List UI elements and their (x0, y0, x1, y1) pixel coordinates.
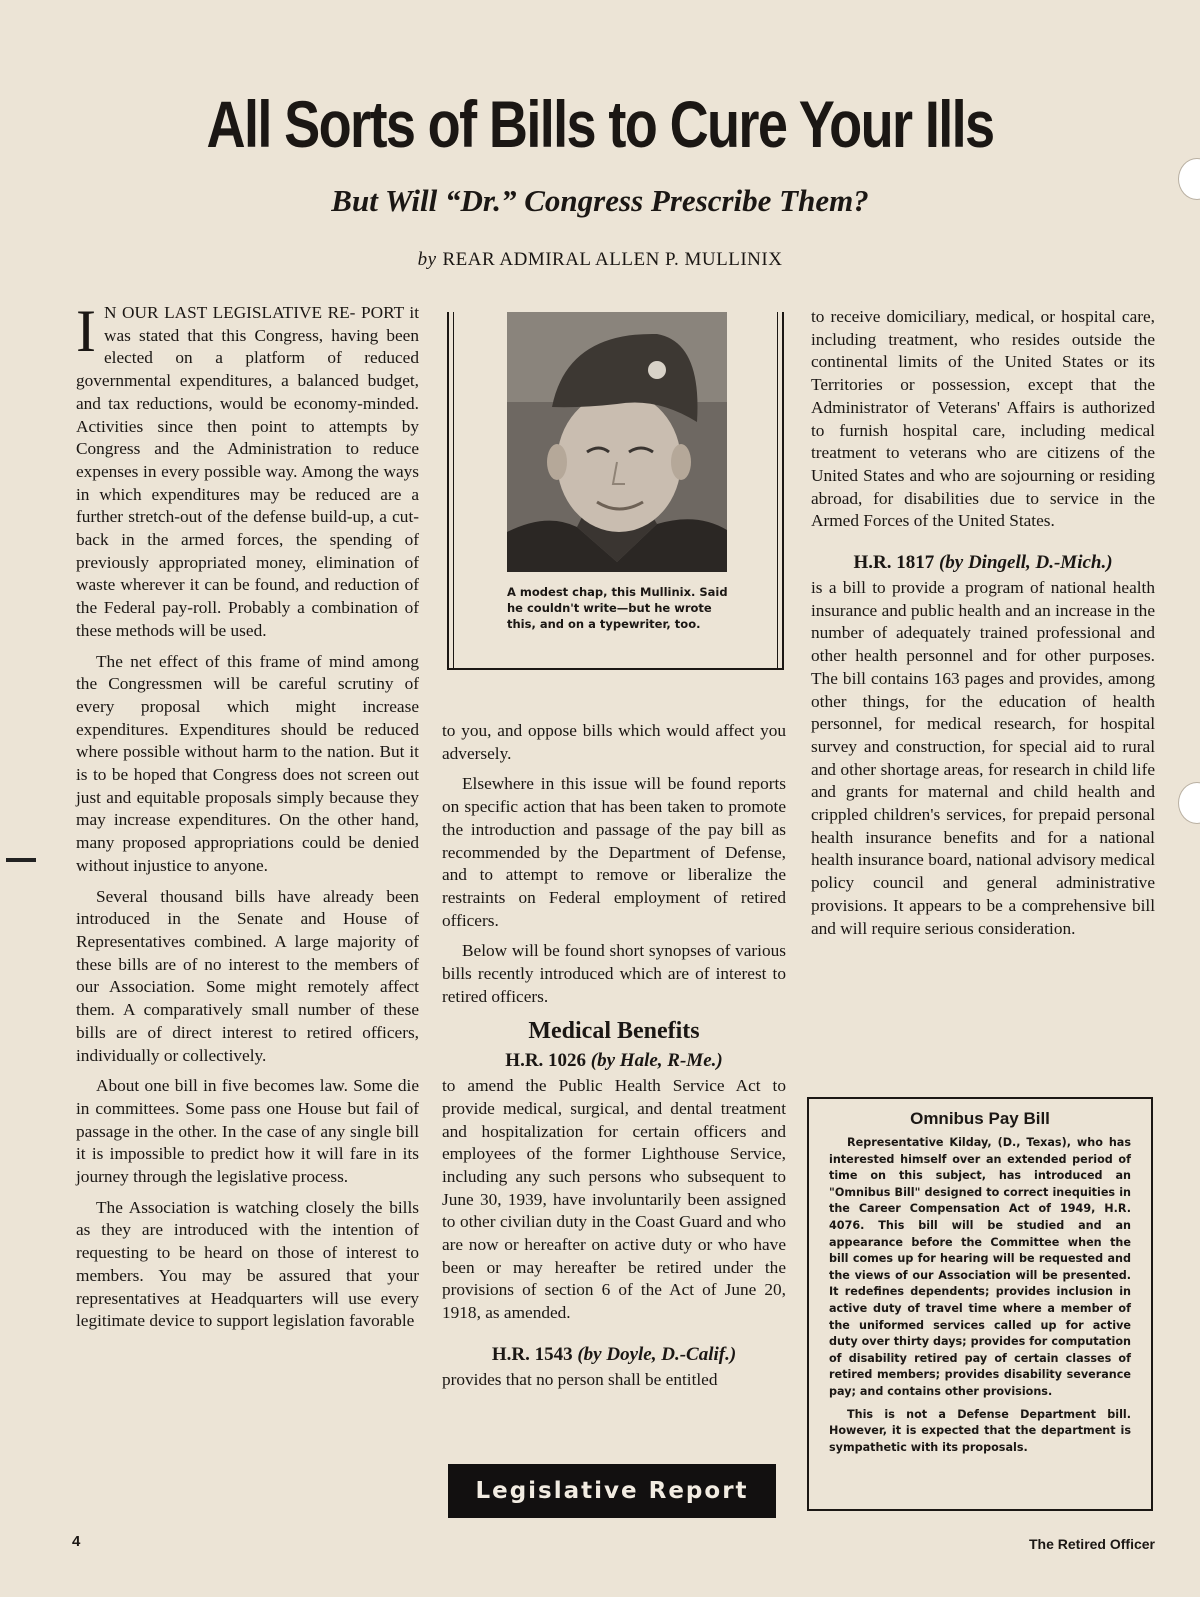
publication-name: The Retired Officer (1028, 1536, 1155, 1552)
paragraph: Elsewhere in this issue will be found reports on specific action that has been taken to promote the introduction and passage of the pay bill as recommended by the Department of Defense, and to attempt to remove or liberalize the restraints on Federal employment of retired officers. (442, 774, 786, 930)
bill-description: is a bill to provide a program of national health insurance and public health and an increase in the number of adequately trained professional and other health personnel and for other purposes. The bill contains 163 pages and provides, among other things, for the education of health personnel, for medical research, for hospital survey and construction, for special aid to rural and other shortage areas, for research in child life and grants for maternal and child health and crippled children's services, for prepaid personal health insurance benefits and for a national health insurance board, national advisory medical policy council and general administrative provisions. It appears to be a comprehensive bill and will require serious consideration. (811, 578, 1155, 938)
bill-sponsor: (by Dingell, D.-Mich.) (938, 552, 1113, 574)
article-title: All Sorts of Bills to Cure Your Ills (206, 87, 994, 161)
paragraph: Below will be found short synopses of various bills recently introduced which are of interest to retired officers. (442, 941, 786, 1006)
paragraph: to receive domiciliary, medical, or hospital care, including treatment, who resides outside the continental limits of the United States or its Territories or possession, except that the Administrator of Veterans' Affairs is authorized to furnish hospital care, including medical treatment to veterans who are citizens of the United States and who are sojourning or residing abroad, for disabilities due to service in the Armed Forces of the United States. (811, 307, 1155, 531)
sidebar-paragraph: This is not a Defense Department bill. However, it is expected that the department is sympathetic with its proposals. (829, 1407, 1131, 1454)
article-subtitle: But Will “Dr.” Congress Prescribe Them? (331, 183, 869, 218)
paragraph: About one bill in five becomes law. Some die in committees. Some pass one House but fail of passage in the other. In the case of any single bill it is impossible to predict how it will fare in its journey through the legislative process. (76, 1076, 419, 1187)
sidebar-paragraph: Representative Kilday, (D., Texas), who has interested himself over an extended period of time on this subject, has introduced an "Omnibus Bill" designed to correct inequities in the Career Compensation Act of 1949, H.R. 4076. This bill will be studied and an appearance before the Committee when the bill comes up for hearing will be requested and the views of our Association will be presented. It redefines dependents; provides inclusion in active duty of travel time where a member of the uniformed services called up for active duty over thirty days; provides for computation of disability retired pay of certain classes of retired members; provides disability severance pay; and contains other provisions. (829, 1136, 1131, 1398)
paragraph-intro (76, 298, 419, 643)
legislative-report-banner: Legislative Report (448, 1464, 776, 1518)
bill-description: to amend the Public Health Service Act to provide medical, surgical, and dental treatment and hospitalization for certain officers and employees of the former Lighthouse Service, including any such persons who subsequent to June 30, 1939, have involuntarily been assigned to other civilian duty in the Coast Guard and who are now or hereafter on active duty or who have been or may hereafter be retired under the provisions of section 6 of the Act of June 20, 1918, as amended. (442, 1076, 786, 1323)
column-right (811, 306, 1155, 948)
byline (0, 249, 1200, 271)
bill-heading-hr1817 (811, 551, 1155, 575)
bill-number: H.R. 1543 (491, 1343, 573, 1365)
paragraph: to you, and oppose bills which would affect you adversely. (442, 721, 786, 763)
sidebar-body (829, 1135, 1131, 1456)
paragraph: The Association is watching closely the bills as they are introduced with the intention of requesting to be heard on those of interest to members. You may be assured that your representatives at Headquarters will use every legitimate device to support legislation favorable (76, 1197, 419, 1331)
bill-sponsor: (by Doyle, D.-Calif.) (577, 1343, 737, 1365)
column-left (76, 298, 419, 1341)
omnibus-pay-bill-box (807, 1097, 1153, 1511)
section-heading-medical-benefits: Medical Benefits (528, 1018, 700, 1045)
bill-heading-hr1543 (442, 1343, 786, 1367)
paragraph: Several thousand bills have already been introduced in the Senate and House of Representatives combined. A large majority of these bills are of no interest to the members of our Association. Some might remotely affect them. A comparatively small number of these bills are of direct interest to retired officers, individually or collectively. (76, 886, 419, 1065)
bill-number: H.R. 1817 (853, 552, 935, 574)
paragraph-intro-text: N OUR LAST LEGISLATIVE RE- PORT it was stated that this Congress, having been elected on a platform of reduced governmental expenditures, a balanced budget, and tax reductions, would be economy-minded. Activities since then point to attempts by Congress and the Administration to reduce expenses in every possible way. Among the ways in which expenditures may be reduced are a further stretch-out of the defense build-up, a cut-back in the armed forces, the spending of previously appropriated money, elimination of waste wherever it can be found, and reduction of the Federal pay-roll. Probably a combination of these methods will be used. (76, 303, 419, 640)
column-middle (442, 720, 786, 1400)
sidebar-title: Omnibus Pay Bill (910, 1109, 1050, 1128)
portrait-illustration (507, 312, 727, 572)
bill-description: provides that no person shall be entitled (442, 1369, 718, 1389)
bill-heading-hr1026 (442, 1049, 786, 1073)
drop-cap: I (76, 298, 96, 364)
bill-sponsor: (by Hale, R-Me.) (590, 1050, 723, 1072)
bill-number: H.R. 1026 (505, 1050, 587, 1072)
author-name: REAR ADMIRAL ALLEN P. MULLINIX (442, 249, 783, 270)
byline-prefix: by (417, 249, 437, 270)
margin-arrow-mark (6, 858, 36, 862)
author-portrait-photo (507, 312, 727, 572)
photo-box (447, 312, 784, 670)
binder-hole-middle (1178, 782, 1200, 824)
paragraph: The net effect of this frame of mind among the Congressmen will be careful scrutiny of every proposal which might increase expenditures. Expenditures should be reduced where possible without harm to the nation. But it is to be hoped that Congress does not screen out just and equitable proposals simply because they may increase expenditures. On the other hand, many proposed appropriations could be denied without injustice to anyone. (76, 651, 419, 875)
photo-caption: A modest chap, this Mullinix. Said he couldn't write—but he wrote this, and on a typewriter, too. (507, 585, 728, 631)
page-number: 4 (72, 1533, 81, 1550)
